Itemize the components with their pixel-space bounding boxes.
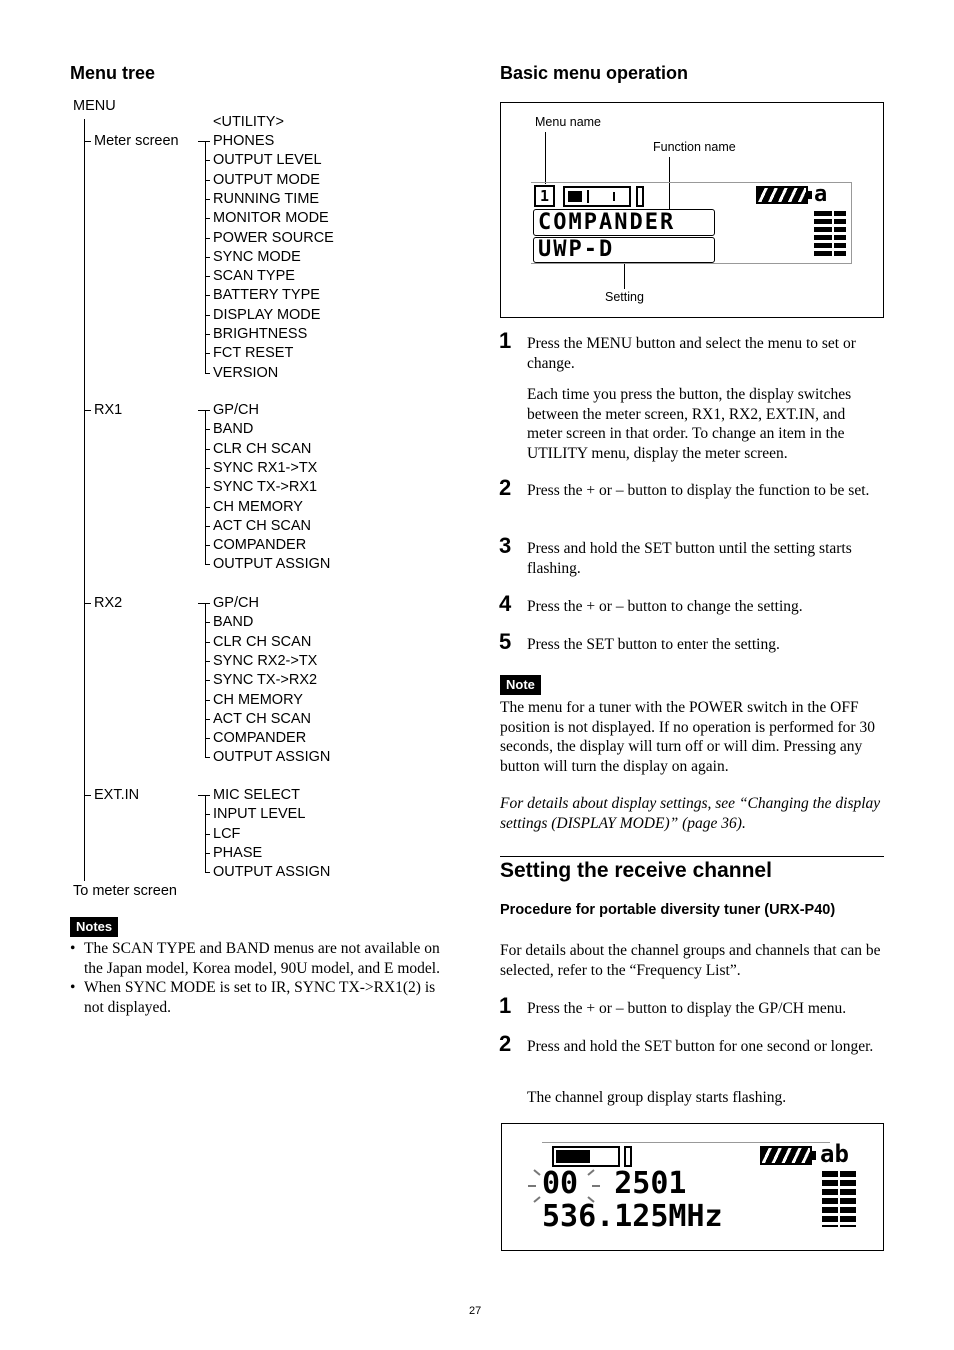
menu-item: ACT CH SCAN [213, 711, 312, 727]
menu-item: OUTPUT ASSIGN [213, 556, 331, 572]
step-number: 3 [499, 533, 512, 558]
battery-icon [756, 186, 808, 204]
menu-name-label: Menu name [535, 115, 602, 129]
menu-item: INPUT LEVEL [213, 806, 306, 822]
tree-leaf-tick [205, 507, 210, 508]
function-name-label: Function name [653, 140, 736, 154]
group-channel-display [542, 1167, 687, 1201]
tree-leaf-tick [205, 795, 210, 796]
tree-leaf-tick [205, 238, 210, 239]
group-number: 00 [542, 1166, 579, 1201]
battery-tip [808, 191, 812, 199]
tree-leaf-tick [205, 218, 210, 219]
note-item: • The SCAN TYPE and BAND menus are not available on the Japan model, Korea model, 90U model, and E model. [70, 939, 455, 978]
tree-leaf-tick [205, 334, 210, 335]
tree-leaf-tick [205, 526, 210, 527]
tree-trunk [84, 119, 85, 881]
menu-item: SCAN TYPE [213, 268, 295, 284]
rf-indicator: ab [820, 1140, 849, 1168]
tree-leaf-tick [205, 429, 210, 430]
tree-leaf-tick [205, 700, 210, 701]
section-divider [500, 856, 884, 857]
menu-item: ACT CH SCAN [213, 518, 312, 534]
level-meter-end [636, 186, 644, 207]
tree-leaf-tick [205, 141, 210, 142]
menu-item: PHASE [213, 845, 263, 861]
menu-item: BAND [213, 421, 254, 437]
tree-leaf-tick [205, 853, 210, 854]
tree-leaf-tick [205, 680, 210, 681]
setting-display: UWP-D [538, 237, 615, 262]
tree-leaf-tick [205, 257, 210, 258]
battery-tip [812, 1151, 816, 1160]
tree-leaf-tick [205, 564, 210, 565]
utility-label: <UTILITY> [213, 114, 284, 130]
step-text: Press the MENU button and select the menu to set or change. [527, 335, 856, 372]
to-meter-screen: To meter screen [73, 883, 177, 899]
battery-icon [760, 1146, 812, 1165]
menu-item: CLR CH SCAN [213, 441, 312, 457]
menu-item: SYNC RX2->TX [213, 653, 318, 669]
tree-leaf-tick [205, 622, 210, 623]
function-display: COMPANDER [538, 210, 676, 235]
tree-branch [84, 795, 91, 796]
menu-item: SYNC MODE [213, 249, 301, 265]
tree-leaf-tick [205, 295, 210, 296]
menu-item: CH MEMORY [213, 692, 303, 708]
menu-item: RUNNING TIME [213, 191, 320, 207]
menu-item: GP/CH [213, 402, 259, 418]
step-text: Press the + or – button to display the GP/CH menu. [527, 1000, 847, 1017]
menu-item: OUTPUT ASSIGN [213, 749, 331, 765]
step-text: Press the + or – button to change the setting. [527, 598, 803, 615]
step-text: Press the + or – button to display the function to be set. [527, 482, 870, 499]
channel-display-figure [501, 1123, 884, 1251]
tree-leaf-tick [205, 160, 210, 161]
function-box [533, 209, 715, 236]
procedure-intro: For details about the channel groups and channels that can be selected, refer to the “Frequency List”. [500, 942, 881, 979]
step-number: 1 [499, 328, 512, 353]
tree-leaf-tick [205, 642, 210, 643]
tree-leaf-tick [205, 814, 210, 815]
step-number: 4 [499, 591, 512, 616]
tree-branch [84, 410, 91, 411]
tree-connector [198, 603, 205, 604]
menu-item: SYNC TX->RX1 [213, 479, 318, 495]
tree-leaf-tick [205, 738, 210, 739]
frequency-display: 536.125MHz [542, 1199, 723, 1234]
menu-number: 1 [539, 187, 550, 205]
step-text: Press and hold the SET button for one second or longer. [527, 1038, 874, 1055]
step-number: 5 [499, 629, 512, 654]
tree-leaf-tick [205, 661, 210, 662]
level-meter-end [624, 1146, 632, 1167]
menu-item: BRIGHTNESS [213, 326, 308, 342]
menu-tree-title: Menu tree [70, 63, 156, 83]
menu-item: FCT RESET [213, 345, 294, 361]
basic-menu-title: Basic menu operation [500, 63, 689, 83]
menu-name-callout [545, 132, 546, 184]
menu-item: VERSION [213, 365, 279, 381]
menu-display-figure [500, 102, 884, 318]
section-title: Setting the receive channel [500, 859, 772, 882]
menu-group-label: EXT.IN [94, 787, 140, 803]
step-extra: Each time you press the button, the display switches between the meter screen, RX1, RX2, EXT.IN, and meter screen in that order. To change an item in the UTILITY menu, display the meter screen. [527, 386, 852, 462]
page-number: 27 [469, 1305, 482, 1317]
menu-group-label: Meter screen [94, 133, 179, 149]
setting-label: Setting [605, 290, 644, 304]
procedure-title: Procedure for portable diversity tuner (URX-P40) [500, 902, 836, 918]
menu-item: OUTPUT ASSIGN [213, 864, 331, 880]
menu-item: CLR CH SCAN [213, 634, 312, 650]
tree-leaf-tick [205, 719, 210, 720]
rf-indicator: a [814, 182, 828, 207]
tree-leaf-tick [205, 199, 210, 200]
menu-item: DISPLAY MODE [213, 307, 321, 323]
tree-leaf-tick [205, 468, 210, 469]
tree-leaf-tick [205, 834, 210, 835]
menu-number-box [534, 185, 555, 207]
notes-tag: Notes [70, 917, 118, 937]
menu-item: OUTPUT LEVEL [213, 152, 322, 168]
note-item: • When SYNC MODE is set to IR, SYNC TX->RX1(2) is not displayed. [70, 978, 455, 1017]
tree-connector [198, 141, 205, 142]
tree-leaf-tick [205, 315, 210, 316]
step-extra: The channel group display starts flashing. [527, 1089, 787, 1106]
menu-item: COMPANDER [213, 537, 307, 553]
rf-meter-b [840, 1171, 856, 1227]
step-number: 2 [499, 1031, 512, 1056]
rf-meter [814, 211, 832, 259]
setting-box [533, 237, 715, 263]
tree-leaf-tick [205, 353, 210, 354]
tree-leaf-tick [205, 373, 210, 374]
menu-item: CH MEMORY [213, 499, 303, 515]
menu-root: MENU [73, 98, 116, 114]
rf-meter-a [822, 1171, 838, 1227]
tree-leaf-tick [205, 545, 210, 546]
channel-number: 2501 [614, 1166, 687, 1201]
af-meter [834, 211, 846, 259]
tree-leaf-tick [205, 449, 210, 450]
menu-item: POWER SOURCE [213, 230, 334, 246]
step-number: 1 [499, 993, 512, 1018]
menu-item: COMPANDER [213, 730, 307, 746]
menu-item: SYNC TX->RX2 [213, 672, 318, 688]
tree-leaf-tick [205, 410, 210, 411]
tree-leaf-tick [205, 180, 210, 181]
menu-item: OUTPUT MODE [213, 172, 320, 188]
notes-list [70, 939, 455, 1017]
step-number: 2 [499, 475, 512, 500]
tree-connector [198, 410, 205, 411]
level-meter [563, 186, 631, 207]
menu-item: SYNC RX1->TX [213, 460, 318, 476]
step-text: Press and hold the SET button until the setting starts flashing. [527, 540, 852, 577]
tree-leaf-tick [205, 757, 210, 758]
lcd-top-edge [542, 1142, 830, 1143]
menu-item: BAND [213, 614, 254, 630]
tree-leaf-tick [205, 487, 210, 488]
tree-connector [198, 795, 205, 796]
tree-leaf-tick [205, 872, 210, 873]
tree-leaf-tick [205, 276, 210, 277]
menu-item: MIC SELECT [213, 787, 301, 803]
menu-item: BATTERY TYPE [213, 287, 320, 303]
note-tag: Note [500, 675, 541, 695]
menu-item: LCF [213, 826, 241, 842]
tree-branch [84, 141, 91, 142]
note-reference: For details about display settings, see “Changing the display settings (DISPLAY MODE)” (page 36). [500, 795, 881, 832]
setting-callout [624, 263, 625, 289]
tree-branch [84, 603, 91, 604]
menu-item: PHONES [213, 133, 275, 149]
menu-group-label: RX1 [94, 402, 123, 418]
menu-group-label: RX2 [94, 595, 123, 611]
menu-item: GP/CH [213, 595, 259, 611]
step-text: Press the SET button to enter the setting. [527, 636, 780, 653]
tree-leaf-tick [205, 603, 210, 604]
note-text: The menu for a tuner with the POWER switch in the OFF position is not displayed. If no operation is performed for 30 seconds, the display will turn off or will dim. Pressing any button will turn the display on again. [500, 699, 875, 775]
menu-item: MONITOR MODE [213, 210, 329, 226]
